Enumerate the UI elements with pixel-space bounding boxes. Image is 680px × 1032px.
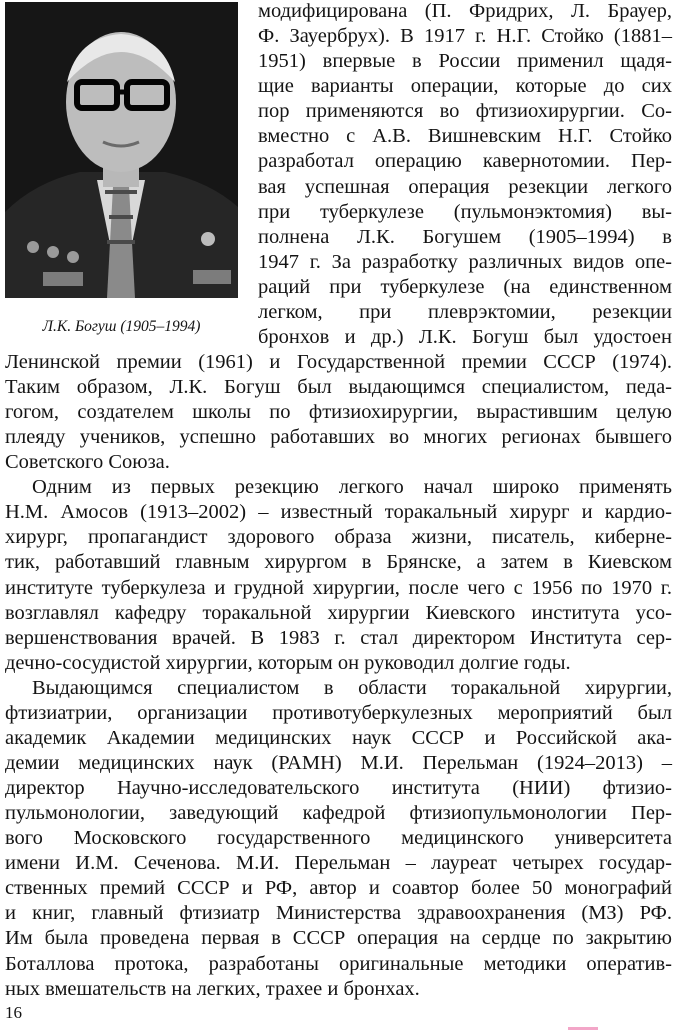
text-line: директор Научно-исследовательского института (НИИ) фтизио- [5, 777, 672, 799]
text-line: Одним из первых резекцию легкого начал широко применять [32, 476, 672, 498]
portrait-photo [5, 2, 238, 298]
text-line: фтизиатрии, организации противотуберкулезных мероприятий был [5, 702, 672, 724]
text-line: щие варианты операции, которые до сих [258, 75, 672, 97]
text-line: бронхов и др.) Л.К. Богуш был удостоен [258, 326, 672, 348]
text-line: пор применяются во фтизиохирургии. Со- [258, 100, 672, 122]
text-line: возглавлял кафедру торакальной хирургии Киевского института усо- [5, 602, 672, 624]
text-line: хирург, пропагандист здорового образа жизни, писатель, киберне- [5, 526, 672, 548]
text-line: вместно с А.В. Вишневским Н.Г. Стойко [258, 125, 672, 147]
photo-caption: Л.К. Богуш (1905–1994) [42, 318, 201, 335]
page-number: 16 [5, 1003, 22, 1022]
text-line: при туберкулезе (пульмонэктомия) вы- [258, 201, 672, 223]
text-line: вая успешная операция резекции легкого [258, 176, 672, 198]
text-line: плеяду учеников, успешно работавших во многих регионах бывшего [5, 426, 672, 448]
text-line: разработал операцию кавернотомии. Пер- [258, 150, 672, 172]
text-line: дечно-сосудистой хирургии, которым он руководил долгие годы. [5, 652, 571, 674]
text-line: демии медицинских наук (РАМН) М.И. Перельман (1924–2013) – [5, 752, 672, 774]
text-line: модифицирована (П. Фридрих, Л. Брауер, [258, 0, 672, 22]
text-line: тик, работавший главным хирургом в Брянске, а затем в Киевском [5, 551, 672, 573]
text-line: пульмонологии, заведующий кафедрой фтизиопульмонологии Пер- [5, 802, 672, 824]
text-line: 1947 г. За разработку различных видов опе- [258, 251, 672, 273]
text-line: вого Московского государственного медицинского университета [5, 827, 672, 849]
text-line: легком, при плеврэктомии, резекции [258, 301, 672, 323]
text-line: ственных премий СССР и РФ, автор и соавтор более 50 монографий [5, 877, 672, 899]
text-line: 1951) впервые в России применил щадя- [258, 50, 672, 72]
text-line: ных вмешательств на легких, трахее и бронхах. [5, 978, 420, 1000]
pink-mark [568, 1027, 598, 1030]
text-line: Боталлова протока, разработаны оригинальные методики оператив- [5, 953, 672, 975]
text-line: Ф. Зауербрух). В 1917 г. Н.Г. Стойко (1881– [258, 25, 672, 47]
text-line: раций при туберкулезе (на единственном [258, 276, 672, 298]
text-line: Ленинской премии (1961) и Государственной премии СССР (1974). [5, 351, 672, 373]
portrait-illustration [5, 2, 238, 298]
text-line: и книг, главный фтизиатр Министерства здравоохранения (МЗ) РФ. [5, 902, 672, 924]
text-line: институте туберкулеза и грудной хирургии, после чего с 1956 по 1970 г. [5, 577, 672, 599]
text-line: Таким образом, Л.К. Богуш был выдающимся специалистом, педа- [5, 376, 672, 398]
text-line: гогом, создателем школы по фтизиохирургии, вырастившим целую [5, 401, 672, 423]
text-line: имени И.М. Сеченова. М.И. Перельман – лауреат четырех государ- [5, 852, 672, 874]
text-line: полнена Л.К. Богушем (1905–1994) в [258, 226, 672, 248]
text-line: академик Академии медицинских наук СССР и Российской ака- [5, 727, 672, 749]
text-line: Советского Союза. [5, 451, 170, 473]
text-line: Выдающимся специалистом в области торакальной хирургии, [32, 677, 672, 699]
text-line: Им была проведена первая в СССР операция на сердце по закрытию [5, 927, 672, 949]
text-line: вершенствования врачей. В 1983 г. стал директором Института сер- [5, 627, 672, 649]
text-line: Н.М. Амосов (1913–2002) – известный торакальный хирург и кардио- [5, 501, 672, 523]
